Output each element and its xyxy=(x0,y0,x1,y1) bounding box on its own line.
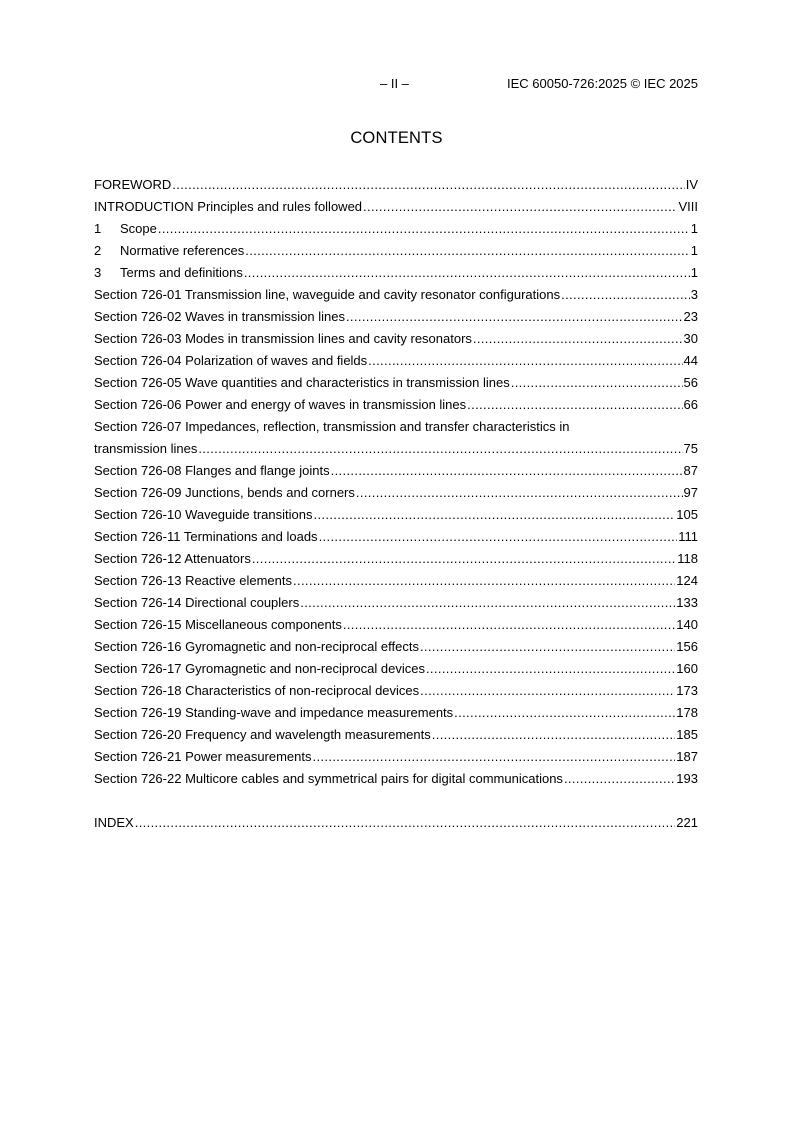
toc-entry-label: INDEX xyxy=(94,815,134,830)
dot-leader xyxy=(420,636,675,658)
toc-entry-section-726-16[interactable] xyxy=(94,636,698,658)
toc-entry-page: 124 xyxy=(676,573,698,588)
toc-entry-label: Section 726-17 Gyromagnetic and non-reciprocal devices xyxy=(94,661,425,676)
toc-entry-section-726-20[interactable] xyxy=(94,724,698,746)
dot-leader xyxy=(172,174,684,196)
toc-entry-page: 133 xyxy=(676,595,698,610)
toc-spacer xyxy=(94,790,698,812)
toc-entry-clause-1[interactable] xyxy=(94,218,698,240)
toc-entry-label: Section 726-09 Junctions, bends and corners xyxy=(94,485,355,500)
dot-leader xyxy=(252,548,676,570)
toc-entry-section-726-07-line2[interactable] xyxy=(94,438,698,460)
toc-entry-page: 187 xyxy=(676,749,698,764)
page-title: CONTENTS xyxy=(350,129,443,147)
toc-entry-page: 23 xyxy=(683,309,698,324)
toc-entry-page: 1 xyxy=(690,243,698,258)
dot-leader xyxy=(432,724,676,746)
toc-entry-foreword[interactable] xyxy=(94,174,698,196)
table-of-contents xyxy=(94,174,698,834)
toc-entry-section-726-15[interactable] xyxy=(94,614,698,636)
toc-entry-page: 193 xyxy=(676,771,698,786)
toc-entry-label: FOREWORD xyxy=(94,177,172,192)
toc-entry-page: 173 xyxy=(676,683,698,698)
toc-entry-page: 1 xyxy=(690,265,698,280)
toc-entry-label: Section 726-15 Miscellaneous components xyxy=(94,617,342,632)
toc-entry-page: 56 xyxy=(683,375,698,390)
toc-entry-page: 97 xyxy=(683,485,698,500)
dot-leader xyxy=(331,460,683,482)
toc-entry-label: Section 726-04 Polarization of waves and fields xyxy=(94,353,368,368)
dot-leader xyxy=(561,284,690,306)
toc-entry-section-726-18[interactable] xyxy=(94,680,698,702)
toc-entry-label: Section 726-07 Impedances, reflection, transmission and transfer characteristics in xyxy=(94,419,570,434)
toc-entry-page: 75 xyxy=(683,441,698,456)
toc-entry-label: Section 726-02 Waves in transmission lines xyxy=(94,309,345,324)
toc-entry-label: Section 726-01 Transmission line, waveguide and cavity resonator configurations xyxy=(94,287,561,302)
dot-leader xyxy=(135,812,676,834)
toc-entry-page: 140 xyxy=(676,617,698,632)
toc-entry-page: 221 xyxy=(676,815,698,830)
toc-entry-label: Section 726-05 Wave quantities and characteristics in transmission lines xyxy=(94,375,510,390)
toc-entry-text xyxy=(94,218,157,240)
toc-entry-section-726-05[interactable] xyxy=(94,372,698,394)
clause-number: 2 xyxy=(94,243,102,258)
toc-entry-section-726-07-line1[interactable] xyxy=(94,416,698,438)
toc-entry-section-726-06[interactable] xyxy=(94,394,698,416)
dot-leader xyxy=(198,438,682,460)
toc-entry-page: 111 xyxy=(678,529,698,544)
dot-leader xyxy=(426,658,675,680)
toc-entry-section-726-11[interactable] xyxy=(94,526,698,548)
dot-leader xyxy=(363,196,677,218)
toc-entry-section-726-22[interactable] xyxy=(94,768,698,790)
toc-entry-section-726-19[interactable] xyxy=(94,702,698,724)
toc-entry-label: Section 726-19 Standing-wave and impedance measurements xyxy=(94,705,454,720)
toc-entry-page: 66 xyxy=(683,397,698,412)
toc-entry-page: VIII xyxy=(678,199,698,214)
page-number: – II – xyxy=(380,76,409,91)
dot-leader xyxy=(158,218,690,240)
toc-entry-label: Section 726-16 Gyromagnetic and non-reciprocal effects xyxy=(94,639,419,654)
toc-entry-label: Scope xyxy=(120,221,157,236)
dot-leader xyxy=(346,306,683,328)
toc-entry-page: 44 xyxy=(683,353,698,368)
toc-entry-page: 156 xyxy=(676,639,698,654)
toc-entry-clause-2[interactable] xyxy=(94,240,698,262)
toc-entry-label: Section 726-08 Flanges and flange joints xyxy=(94,463,330,478)
dot-leader xyxy=(244,262,690,284)
dot-leader xyxy=(293,570,675,592)
toc-entry-text xyxy=(94,240,244,262)
dot-leader xyxy=(313,746,676,768)
toc-entry-page: 30 xyxy=(683,331,698,346)
toc-entry-section-726-21[interactable] xyxy=(94,746,698,768)
toc-entry-label: Section 726-18 Characteristics of non-reciprocal devices xyxy=(94,683,420,698)
dot-leader xyxy=(313,504,675,526)
toc-entry-section-726-01[interactable] xyxy=(94,284,698,306)
toc-entry-page: 160 xyxy=(676,661,698,676)
toc-entry-label: Section 726-11 Terminations and loads xyxy=(94,529,318,544)
toc-entry-section-726-09[interactable] xyxy=(94,482,698,504)
dot-leader xyxy=(300,592,675,614)
toc-entry-index[interactable] xyxy=(94,812,698,834)
toc-entry-introduction[interactable] xyxy=(94,196,698,218)
toc-entry-label: Section 726-10 Waveguide transitions xyxy=(94,507,313,522)
toc-entry-section-726-14[interactable] xyxy=(94,592,698,614)
page-header xyxy=(0,76,793,92)
toc-entry-section-726-03[interactable] xyxy=(94,328,698,350)
toc-entry-page: 1 xyxy=(690,221,698,236)
toc-entry-label: transmission lines xyxy=(94,441,198,456)
toc-entry-label: Section 726-14 Directional couplers xyxy=(94,595,300,610)
toc-entry-label: Section 726-21 Power measurements xyxy=(94,749,312,764)
toc-entry-page: 87 xyxy=(683,463,698,478)
toc-entry-section-726-17[interactable] xyxy=(94,658,698,680)
dot-leader xyxy=(467,394,682,416)
clause-number: 1 xyxy=(94,221,102,236)
dot-leader xyxy=(245,240,689,262)
toc-entry-label: Section 726-22 Multicore cables and symmetrical pairs for digital communications xyxy=(94,771,563,786)
toc-entry-page: 105 xyxy=(676,507,698,522)
toc-entry-label: Normative references xyxy=(120,243,245,258)
dot-leader xyxy=(454,702,675,724)
dot-leader xyxy=(564,768,675,790)
toc-entry-section-726-12[interactable] xyxy=(94,548,698,570)
toc-entry-text xyxy=(94,262,243,284)
toc-entry-section-726-13[interactable] xyxy=(94,570,698,592)
toc-entry-section-726-08[interactable] xyxy=(94,460,698,482)
dot-leader xyxy=(473,328,683,350)
toc-entry-label: INTRODUCTION Principles and rules followed xyxy=(94,199,363,214)
toc-entry-clause-3[interactable] xyxy=(94,262,698,284)
toc-entry-page: 178 xyxy=(676,705,698,720)
dot-leader xyxy=(511,372,683,394)
dot-leader xyxy=(420,680,675,702)
dot-leader xyxy=(368,350,682,372)
dot-leader xyxy=(343,614,675,636)
toc-entry-label: Section 726-03 Modes in transmission lines and cavity resonators xyxy=(94,331,472,346)
toc-entry-section-726-04[interactable] xyxy=(94,350,698,372)
toc-entry-page: 3 xyxy=(690,287,698,302)
toc-entry-section-726-10[interactable] xyxy=(94,504,698,526)
toc-entry-label: Section 726-06 Power and energy of waves in transmission lines xyxy=(94,397,467,412)
clause-number: 3 xyxy=(94,265,102,280)
toc-entry-label: Section 726-13 Reactive elements xyxy=(94,573,293,588)
toc-entry-page: 185 xyxy=(676,727,698,742)
dot-leader xyxy=(319,526,678,548)
toc-entry-section-726-02[interactable] xyxy=(94,306,698,328)
toc-entry-label: Terms and definitions xyxy=(120,265,243,280)
toc-entry-label: Section 726-12 Attenuators xyxy=(94,551,251,566)
toc-entry-page: 118 xyxy=(677,551,698,566)
toc-entry-page: IV xyxy=(685,177,698,192)
toc-entry-label: Section 726-20 Frequency and wavelength measurements xyxy=(94,727,431,742)
document-reference: IEC 60050-726:2025 © IEC 2025 xyxy=(507,76,698,91)
dot-leader xyxy=(356,482,683,504)
